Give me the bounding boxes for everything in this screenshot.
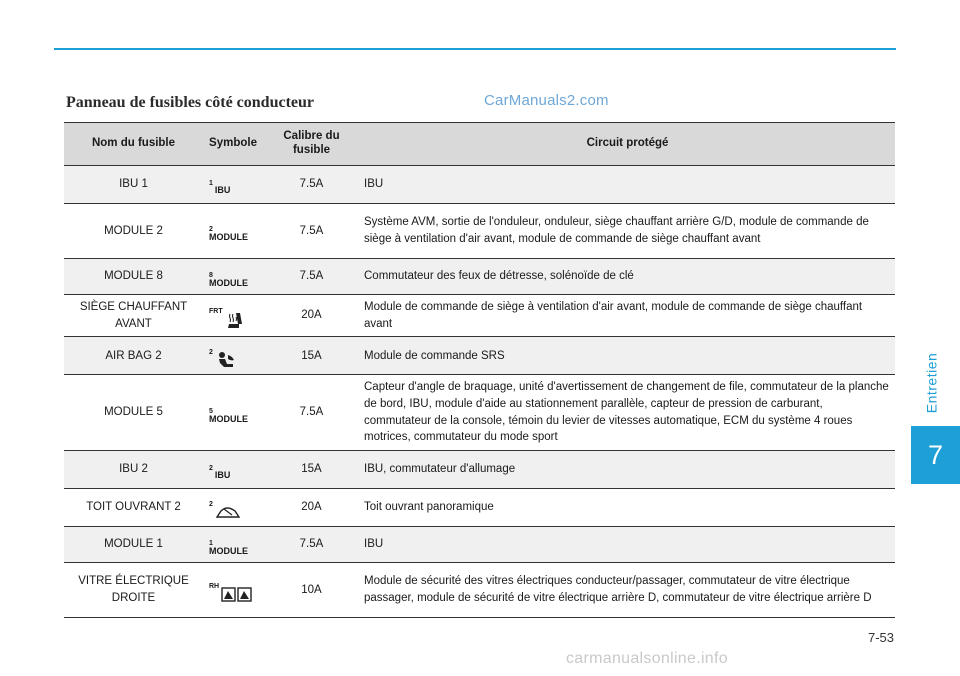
chapter-tab: 7 (911, 426, 960, 484)
fuse-rating: 7.5A (263, 204, 360, 259)
symbol-text: IBU (214, 470, 231, 481)
fuse-rating: 7.5A (263, 375, 360, 451)
ibu-text-icon (209, 467, 230, 480)
fuse-name: VITRE ÉLECTRIQUE DROITE (64, 563, 203, 618)
fuse-rating: 20A (263, 295, 360, 337)
symbol-index: 2 (209, 465, 213, 473)
symbol-text: IBU (214, 185, 231, 195)
chapter-side-label-text: Entretien (923, 352, 940, 414)
fuse-rating: 15A (263, 451, 360, 489)
fuse-name: IBU 2 (64, 451, 203, 489)
fuse-circuit: Capteur d'angle de braquage, unité d'avertissement de changement de file, commutateur de la planche de bord, IBU, module d'aide au stationnement parallèle, capteur de pression de carburant, commutateur de la console, témoin du levier de vitesses automatique, ECM du système 4 roues motrices, commutateur du mode sport (360, 375, 895, 451)
table-row (64, 489, 895, 527)
fuse-circuit: Module de commande SRS (360, 337, 895, 375)
power-window-icon (209, 585, 253, 603)
header-symbol: Symbole (203, 123, 263, 166)
fuse-table (64, 122, 895, 618)
fuse-circuit: Commutateur des feux de détresse, solénoïde de clé (360, 259, 895, 295)
fuse-symbol (203, 489, 263, 527)
module-text-icon (209, 271, 248, 288)
fuse-symbol (203, 375, 263, 451)
symbol-index: 8 (209, 271, 213, 279)
airbag-icon (209, 348, 237, 369)
fuse-symbol (203, 337, 263, 375)
fuse-symbol (203, 166, 263, 204)
fuse-circuit: Module de sécurité des vitres électriques conducteur/passager, commutateur de vitre électrique passager, module de sécurité de vitre électrique arrière D, commutateur de vitre électrique arrière D (360, 563, 895, 618)
symbol-index: 1 (209, 180, 213, 187)
fuse-name: IBU 1 (64, 166, 203, 204)
fuse-symbol (203, 295, 263, 337)
module-text-icon (209, 228, 248, 242)
header-fuse-name: Nom du fusible (64, 123, 203, 166)
ibu-text-icon (209, 182, 230, 195)
table-header-row (64, 123, 895, 166)
fuse-name: TOIT OUVRANT 2 (64, 489, 203, 527)
symbol-index: 1 (209, 539, 213, 547)
module-text-icon (209, 407, 248, 424)
fuse-rating: 7.5A (263, 166, 360, 204)
symbol-index: 2 (209, 226, 213, 233)
header-circuit: Circuit protégé (360, 123, 895, 166)
fuse-rating: 7.5A (263, 527, 360, 563)
page-number: 7-53 (867, 630, 894, 645)
symbol-index: RH (209, 583, 220, 591)
airbag-icon-glyph (215, 351, 237, 369)
table-row (64, 563, 895, 618)
fuse-circuit: IBU (360, 527, 895, 563)
fuse-symbol (203, 563, 263, 618)
symbol-text: MODULE (209, 277, 248, 288)
heated-seat-icon (209, 307, 247, 330)
header-rating: Calibre du fusible (263, 123, 360, 166)
watermark-top: CarManuals2.com (484, 92, 609, 109)
fuse-rating: 20A (263, 489, 360, 527)
sunroof-icon-glyph (215, 503, 241, 521)
section-title: Panneau de fusibles côté conducteur (66, 94, 314, 111)
table-row (64, 527, 895, 563)
fuse-symbol (203, 451, 263, 489)
fuse-name: AIR BAG 2 (64, 337, 203, 375)
fuse-name: MODULE 5 (64, 375, 203, 451)
fuse-circuit: IBU (360, 166, 895, 204)
symbol-text: MODULE (209, 413, 248, 424)
chapter-side-label (918, 340, 944, 426)
watermark-bottom: carmanualsonline.info (566, 650, 728, 667)
symbol-index: 2 (209, 500, 213, 508)
symbol-text: MODULE (209, 232, 248, 242)
fuse-circuit: Module de commande de siège à ventilation d'air avant, module de commande de siège chauffant avant (360, 295, 895, 337)
fuse-circuit: IBU, commutateur d'allumage (360, 451, 895, 489)
fuse-rating: 7.5A (263, 259, 360, 295)
sunroof-icon (209, 500, 241, 521)
table-row (64, 375, 895, 451)
fuse-circuit: Système AVM, sortie de l'onduleur, onduleur, siège chauffant arrière G/D, module de commande de siège à ventilation d'air avant, module de commande de siège chauffant avant (360, 204, 895, 259)
table-row (64, 337, 895, 375)
symbol-index: 2 (209, 348, 213, 356)
fuse-name: MODULE 1 (64, 527, 203, 563)
table-row (64, 259, 895, 295)
module-text-icon (209, 539, 248, 556)
symbol-text: MODULE (209, 545, 248, 556)
fuse-name: SIÈGE CHAUFFANT AVANT (64, 295, 203, 337)
power-window-icon-glyph (221, 585, 253, 603)
table-row (64, 295, 895, 337)
fuse-rating: 10A (263, 563, 360, 618)
table-row (64, 204, 895, 259)
fuse-circuit: Toit ouvrant panoramique (360, 489, 895, 527)
table-row (64, 166, 895, 204)
table-row (64, 451, 895, 489)
symbol-index: FRT (209, 307, 223, 315)
top-rule (54, 48, 896, 50)
fuse-rating: 15A (263, 337, 360, 375)
fuse-symbol (203, 204, 263, 259)
fuse-symbol (203, 527, 263, 563)
symbol-index: 5 (209, 407, 213, 415)
fuse-name: MODULE 8 (64, 259, 203, 295)
heated-seat-icon-glyph (225, 310, 247, 330)
fuse-symbol (203, 259, 263, 295)
fuse-name: MODULE 2 (64, 204, 203, 259)
